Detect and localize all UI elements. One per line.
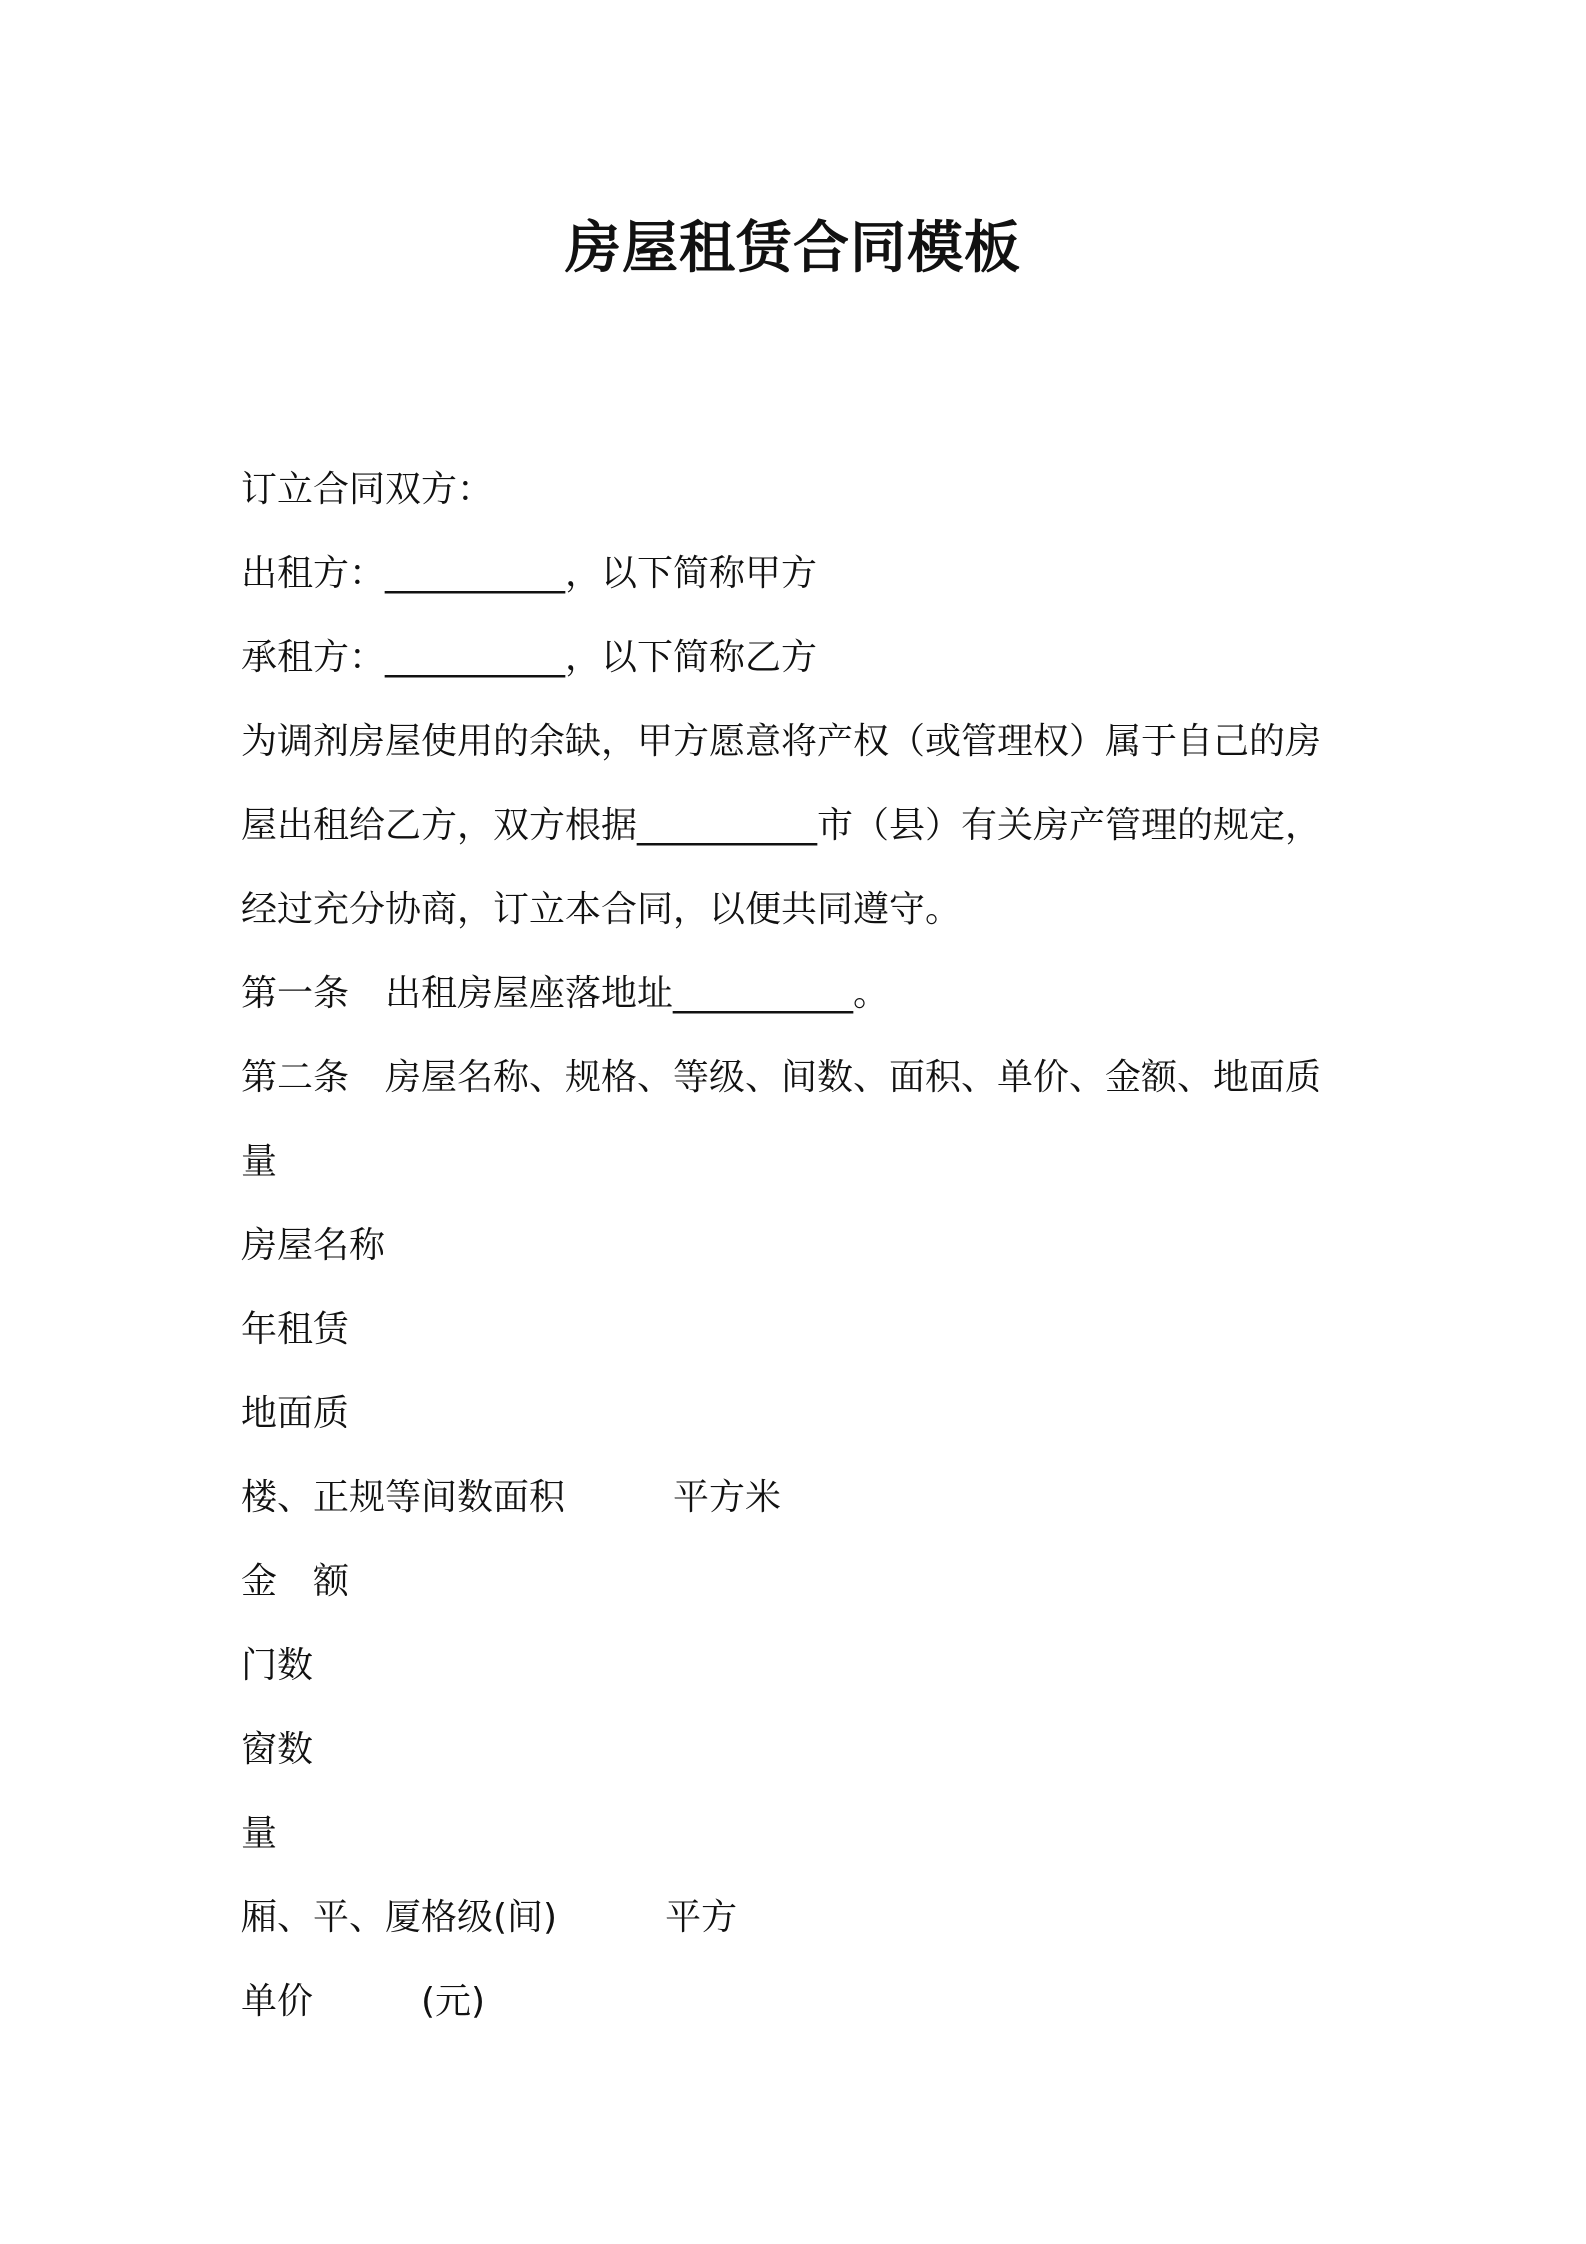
document-body (241, 448, 1361, 2044)
preamble-line-2: 屋出租给乙方，双方根据__________市（县）有关房产管理的规定， (241, 805, 1322, 846)
article-2: 第二条 房屋名称、规格、等级、间数、面积、单价、金额、地面质 (241, 1057, 1322, 1098)
preamble-line-3: 经过充分协商，订立本合同，以便共同遵守。 (241, 889, 962, 930)
field-floor-quality: 地面质 (241, 1393, 350, 1434)
article-2-continued: 量 (241, 1141, 278, 1182)
field-wing-grade: 厢、平、厦格级(间) 平方 (241, 1897, 738, 1938)
field-unit-price: 单价 (元) (241, 1981, 486, 2022)
field-amount: 金 额 (241, 1561, 350, 1602)
parties-heading: 订立合同双方： (241, 469, 494, 510)
field-building-area: 楼、正规等间数面积 平方米 (241, 1477, 782, 1518)
article-1: 第一条 出租房屋座落地址__________。 (241, 973, 890, 1014)
field-quantity: 量 (241, 1813, 278, 1854)
lessee-line: 承租方：__________，以下简称乙方 (241, 637, 818, 678)
field-window-count: 窗数 (241, 1729, 314, 1770)
field-annual-rent: 年租赁 (241, 1309, 350, 1350)
field-house-name: 房屋名称 (241, 1225, 386, 1266)
field-door-count: 门数 (241, 1645, 314, 1686)
document-title: 房屋租赁合同模板 (565, 216, 1021, 281)
lessor-line: 出租方：__________，以下简称甲方 (241, 553, 818, 594)
preamble-line-1: 为调剂房屋使用的余缺，甲方愿意将产权（或管理权）属于自己的房 (241, 721, 1322, 762)
